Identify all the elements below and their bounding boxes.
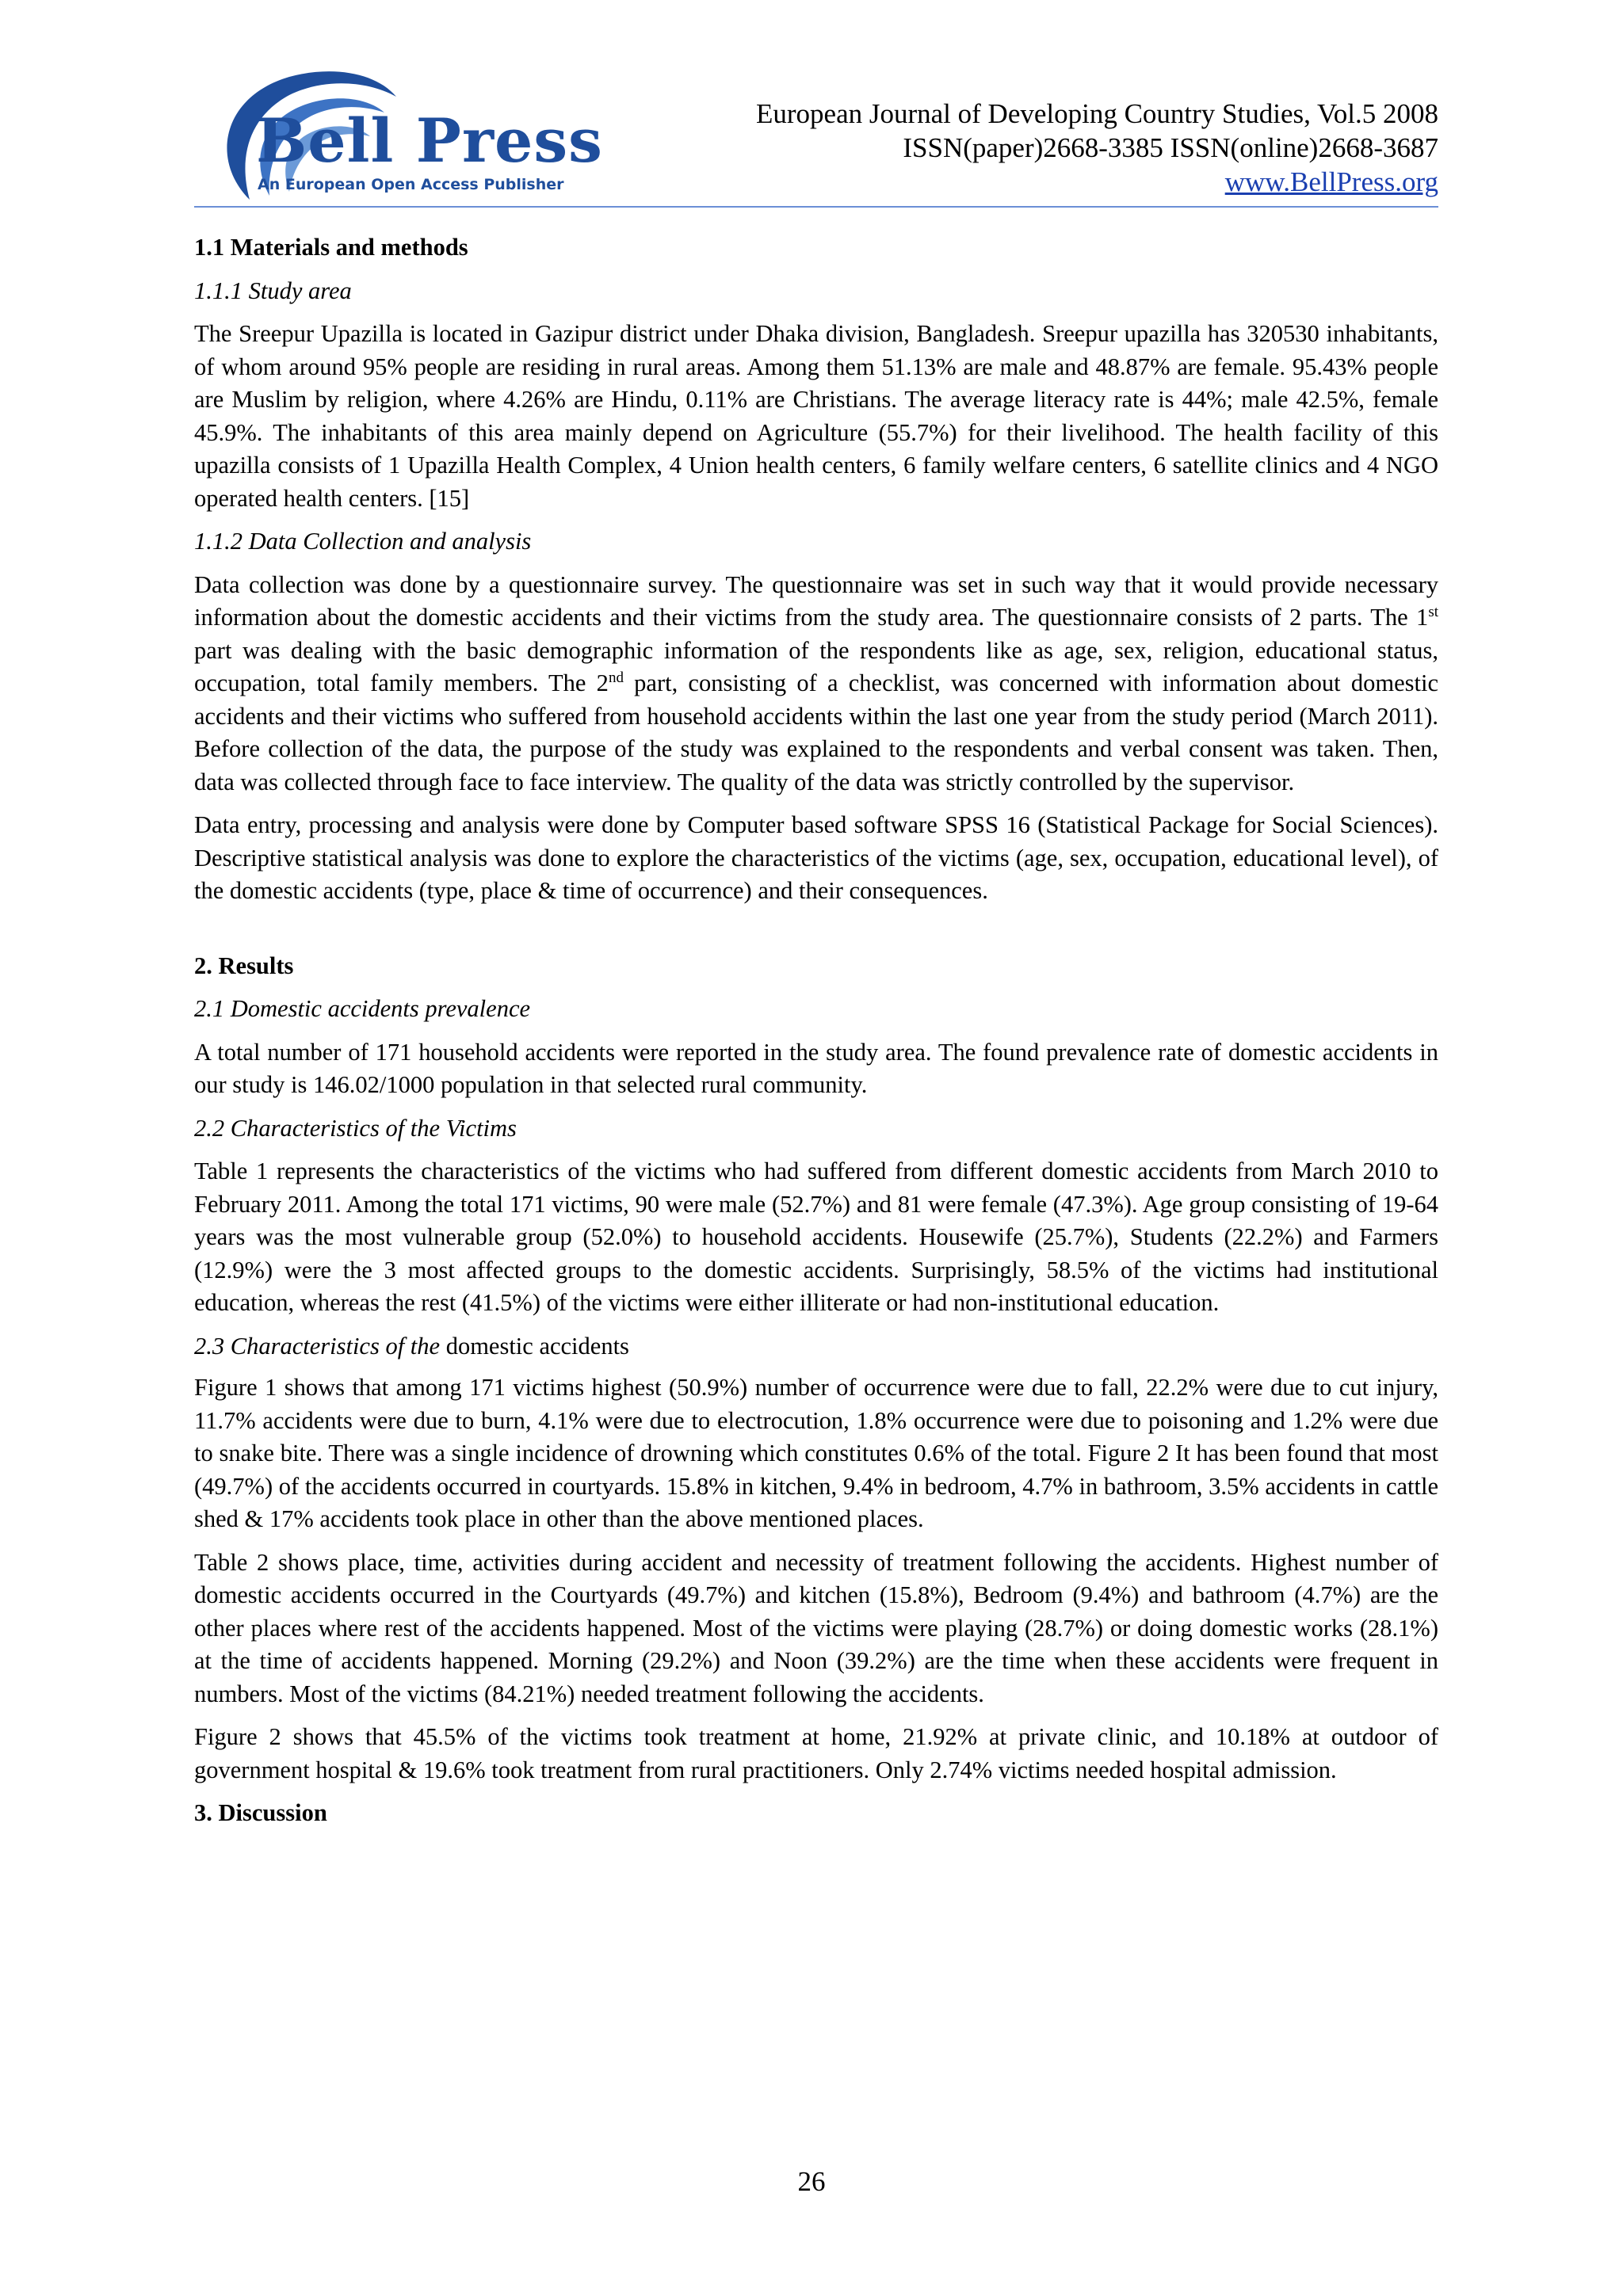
text-run: Data collection was done by a questionnaire survey. The questionnaire was set in such way that it would provide necessary information about the domestic accidents and their victims from the study area. The questionnaire consists of 2 parts. The 1 [194,570,1438,631]
superscript: st [1428,603,1438,620]
article-body [194,231,1438,1840]
journal-issn: ISSN(paper)2668-3385 ISSN(online)2668-3687 [903,132,1438,163]
paragraph-study-area: The Sreepur Upazilla is located in Gazipur district under Dhaka division, Bangladesh. Sreepur upazilla has 320530 inhabitants, of whom around 95% people are residing in rural areas. Among them 51.13% are male and 48.87% are female. 95.43% people are Muslim by religion, where 4.26% are Hindu, 0.11% are Christians. The average literacy rate is 44%; male 42.5%, female 45.9%. The inhabitants of this area mainly depend on Agriculture (55.7%) for their livelihood. The health facility of this upazilla consists of 1 Upazilla Health Complex, 4 Union health centers, 6 family welfare centers, 6 satellite clinics and 4 NGO operated health centers. [15] [194,320,1438,512]
journal-info [756,97,1438,199]
heading-plain-part: domestic accidents [440,1332,629,1360]
paragraph-data-collection [194,569,1438,799]
paragraph-accidents-figure1: Figure 1 shows that among 171 victims highest (50.9%) number of occurrence were due to fall, 22.2% were due to cut injury, 11.7% accidents were due to burn, 4.1% were due to electrocution, 1.8% occurrence were due to poisoning and 1.2% were due to snake bite. There was a single incidence of drowning which constitutes 0.6% of the total. Figure 2 It has been found that most (49.7%) of the accidents occurred in courtyards. 15.8% in kitchen, 9.4% in bedroom, 4.7% in bathroom, 3.5% accidents in cattle shed & 17% accidents took place in other than the above mentioned places. [194,1374,1438,1532]
paragraph-data-analysis: Data entry, processing and analysis were done by Computer based software SPSS 16 (Statistical Package for Social Sciences). Descriptive statistical analysis was done to explore the characteristics of the victims (age, sex, occupation, educational level), of the domestic accidents (type, place & time of occurrence) and their consequences. [194,811,1438,904]
page-header [194,65,1438,206]
section-heading-materials: 1.1 Materials and methods [194,234,468,261]
section-heading-results: 2. Results [194,952,294,979]
paragraph-accidents-table2: Table 2 shows place, time, activities during accident and necessity of treatment following the accidents. Highest number of domestic accidents occurred in the Courtyards (49.7%) and kitchen (15.8%), Bedroom (9.4%) and bathroom (4.7%) are the other places where rest of the accidents happened. Most of the victims were playing (28.7%) or doing domestic works (28.1%) at the time of accidents happened. Morning (29.2%) and Noon (39.2%) are the time when these accidents were frequent in numbers. Most of the victims (84.21%) needed treatment following the accidents. [194,1548,1438,1707]
header-divider [194,206,1438,208]
section-heading-discussion: 3. Discussion [194,1799,327,1826]
paragraph-victims: Table 1 represents the characteristics of the victims who had suffered from different domestic accidents from March 2010 to February 2011. Among the total 171 victims, 90 were male (52.7%) and 81 were female (47.3%). Age group consisting of 19-64 years was the most vulnerable group (52.0%) to household accidents. Housewife (25.7%), Students (22.2%) and Farmers (12.9%) were the 3 most affected groups to the domestic accidents. Surprisingly, 58.5% of the victims had institutional education, whereas the rest (41.5%) of the victims were either illiterate or had non-institutional education. [194,1158,1438,1316]
text-run: part, consisting of a checklist, was concerned with information about domestic accidents and their victims who suffered from household accidents within the last one year from the study period (March 2011). Before collection of the data, the purpose of the study was explained to the respondents and verbal consent was taken. Then, data was collected through face to face interview. The quality of the data was strictly controlled by the supervisor. [194,669,1438,795]
journal-website-link[interactable]: www.BellPress.org [1224,166,1438,197]
section-gap [194,918,1438,950]
page-number: 26 [797,2166,826,2197]
text-run: part was dealing with the basic demographic information of the respondents like as age, sex, religion, educational status, occupation, total family members. The 2 [194,636,1438,696]
subsection-heading-prevalence: 2.1 Domestic accidents prevalence [194,995,531,1022]
paragraph-prevalence: A total number of 171 household accidents were reported in the study area. The found prevalence rate of domestic accidents in our study is 146.02/1000 population in that selected rural community. [194,1038,1438,1098]
subsection-heading-accidents [194,1330,1438,1363]
paragraph-accidents-figure2: Figure 2 shows that 45.5% of the victims took treatment at home, 21.92% at private clinic, and 10.18% at outdoor of government hospital & 19.6% took treatment from rural practitioners. Only 2.74% victims needed hospital admission. [194,1723,1438,1783]
journal-title: European Journal of Developing Country Studies, Vol.5 2008 [756,98,1438,129]
subsection-heading-study-area: 1.1.1 Study area [194,277,352,304]
logo-wordmark: Bell Press [256,105,603,176]
subsection-heading-data-collection: 1.1.2 Data Collection and analysis [194,528,532,555]
superscript: nd [608,669,624,686]
heading-italic-part: 2.3 Characteristics of the [194,1332,441,1360]
logo-tagline: An European Open Access Publisher [258,176,564,193]
subsection-heading-victims: 2.2 Characteristics of the Victims [194,1114,517,1142]
bell-press-logo [194,65,603,204]
